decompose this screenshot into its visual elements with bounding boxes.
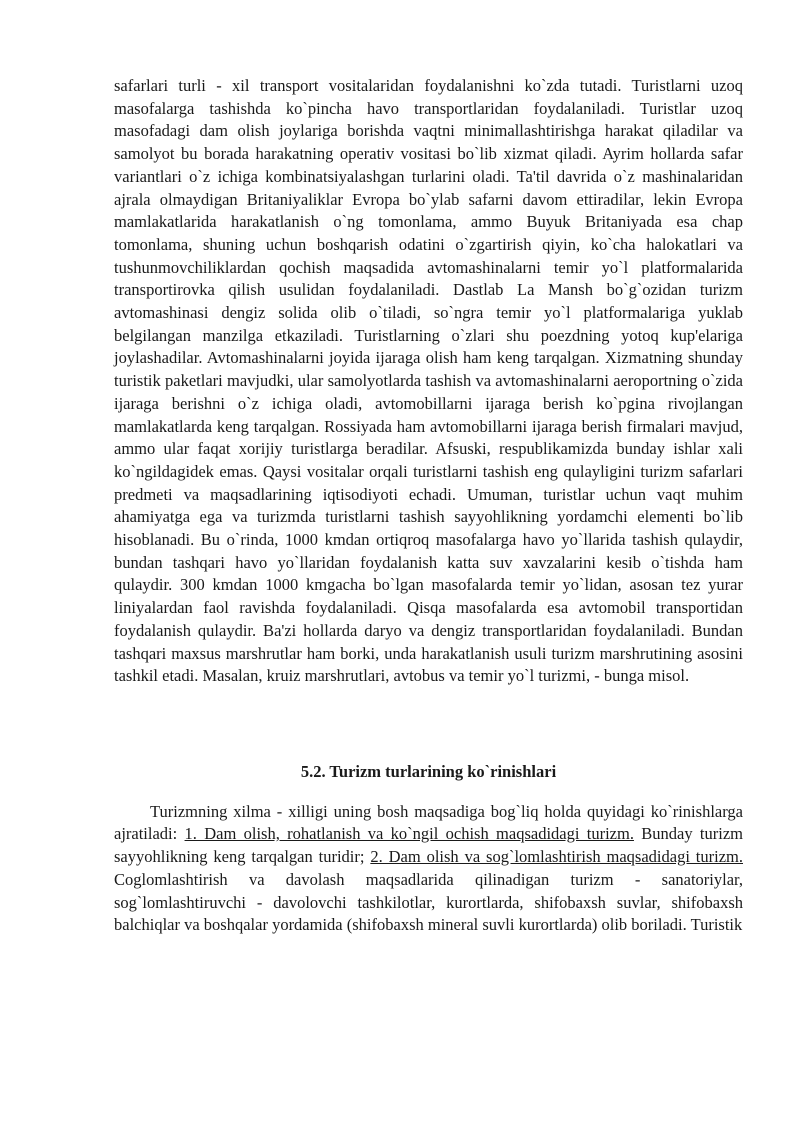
underlined-item-1: 1. Dam olish, rohatlanish va ko`ngil ochish maqsadidagi turizm. [184,824,634,844]
body-paragraph-tourism-types [114,801,743,937]
paragraph-mid-text: Bunday turizm sayyohlikning keng tarqalgan turidir; [114,824,743,867]
underlined-item-2: 2. Dam olish va sog`lomlashtirish maqsadidagi turizm. [370,847,743,867]
body-paragraph-transport: safarlari turli - xil transport vositalaridan foydalanishni ko`zda tutadi. Turistlarni uzoq masofalarga tashishda ko`pincha havo transportlaridan foydalaniladi. Turistlar uzoq masofadagi dam olish joylariga borishda vaqtni minimallashtirishga harakat qiladilar va samolyot bu borada harakatning operativ vositasi bo`lib xizmat qiladi. Ayrim hollarda safar variantlari o`z ichiga kombinatsiyalashgan turlarini oladi. Ta'til davrida o`z mashinalaridan ajrala olmaydigan Britaniyaliklar Evropa bo`ylab safarni davom ettiradilar, lekin Evropa mamlakatlarida harakatlanish o`ng tomonlama, ammo Buyuk Britaniyada esa chap tomonlama, shuning uchun boshqarish odatini o`zgartirish qiyin, ko`cha halokatlari va tushunmovchiliklardan qochish maqsadida avtomashinalarni temir yo`l platformalarida transportirovka qilish usulidan foydalaniladi. Dastlab La Mansh bo`g`ozidan turizm avtomashinasi dengiz solida olib o`tiladi, so`ngra temir yo`l platformalariga yuklab belgilangan manzilga etkaziladi. Turistlarning o`zlari shu poezdning yotoq kup'elariga joylashadilar. Avtomashinalarni joyida ijaraga olish ham keng tarqalgan. Xizmatning shunday turistik paketlari mavjudki, ular samolyotlarda tashish va avtomashinalarni aeroportning o`zida ijaraga berishni o`z ichiga oladi, avtomobillarni ijaraga berish ko`pgina rivojlangan mamlakatlarda keng tarqalgan. Rossiyada ham avtomobillarni ijaraga berish firmalari mavjud, ammo ular faqat xorijiy turistlarga beradilar. Afsuski, respublikamizda bunday ishlar xali ko`ngildagidek emas. Qaysi vositalar orqali turistlarni tashish eng qulayligini turizm safarlari predmeti va maqsadlarining iqtisodiyoti echadi. Umuman, turistlar uchun vaqt muhim ahamiyatga ega va turizmda turistlarni tashish sayyohlikning yordamchi elementi bo`lib hisoblanadi. Bu o`rinda, 1000 kmdan ortiqroq masofalarga havo yo`llarida tashish qulaydir, bundan tashqari havo yo`llaridan foydalanish katta suv xavzalarini kesib o`tishda ham qulaydir. 300 kmdan 1000 kmgacha bo`lgan masofalarda temir yo`lidan, asosan tez yurar liniyalardan faol ravishda foydalaniladi. Qisqa masofalarda esa avtomobil transportidan foydalanish qulaydir. Ba'zi hollarda daryo va dengiz transportlaridan foydalaniladi. Bundan tashqari maxsus marshrutlar ham borki, unda harakatlanish usuli turizm marshrutining asosini tashkil etadi. Masalan, kruiz marshrutlari, avtobus va temir yo`l turizmi, - bunga misol. [114,76,743,686]
paragraph-tail-text: Coglomlashtirish va davolash maqsadlarida qilinadigan turizm - sanatoriylar, sog`lomlashtiruvchi - davolovchi tashkilotlar, kurortlarda, shifobaxsh suvlar, shifobaxsh balchiqlar va boshqalar yordamida (shifobaxsh mineral suvli kurortlarda) olib boriladi. Turistik [114,869,743,935]
section-heading: 5.2. Turizm turlarining ko`rinishlari [300,761,557,781]
paragraph-lead-text: Turizmning xilma - xilligi uning bosh maqsadiga bog`liq holda quyidagi ko`rinishlarga ajratiladi: [114,801,743,844]
